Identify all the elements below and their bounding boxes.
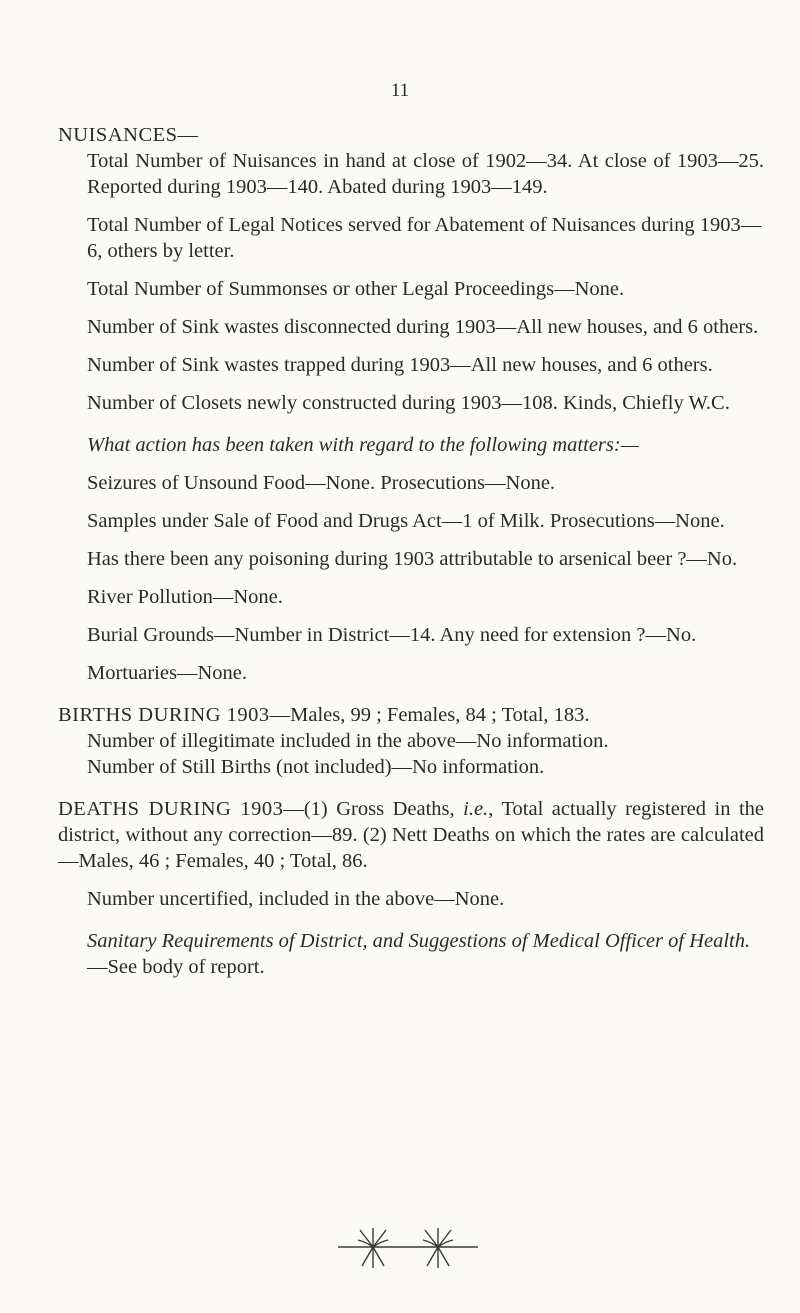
- births-text: —Males, 99 ; Females, 84 ; Total, 183.: [269, 704, 590, 726]
- nuisances-section: [58, 122, 764, 416]
- sanitary-section: [58, 928, 764, 980]
- action-item: Mortuaries—None.: [87, 662, 247, 684]
- births-item: Number of illegitimate included in the above—No information.: [87, 730, 609, 752]
- deaths-paragraph: [58, 796, 764, 874]
- action-item: Seizures of Unsound Food—None. Prosecutions—None.: [87, 472, 556, 494]
- nuisance-item: Number of Sink wastes trapped during 1903—All new houses, and 6 others.: [87, 354, 713, 376]
- action-item: Samples under Sale of Food and Drugs Act—1 of Milk. Prosecutions—None.: [87, 510, 725, 532]
- action-heading: [58, 432, 764, 458]
- sanitary-text: —See body of report.: [87, 956, 265, 978]
- page-number: 11: [390, 80, 410, 101]
- deaths-section: [58, 796, 764, 912]
- action-item: Has there been any poisoning during 1903 attributable to arsenical beer ?—No.: [87, 548, 738, 570]
- nuisance-item: Total Number of Legal Notices served for Abatement of Nuisances during 1903—6, others by letter.: [87, 214, 762, 262]
- nuisance-item: Total Number of Summonses or other Legal Proceedings—None.: [87, 278, 625, 300]
- nuisance-item: Total Number of Nuisances in hand at close of 1902—34. At close of 1903—25. Reported during 1903—140. Abated during 1903—149.: [87, 150, 764, 198]
- action-section: [58, 432, 764, 686]
- sanitary-heading: Sanitary Requirements of District, and Suggestions of Medical Officer of Health.: [87, 930, 751, 952]
- births-item: Number of Still Births (not included)—No information.: [87, 756, 545, 778]
- deaths-heading: DEATHS DURING 1903: [58, 798, 284, 820]
- document-body: [58, 122, 764, 980]
- double-fleuron-ornament-icon: [338, 1220, 478, 1274]
- action-item: River Pollution—None.: [87, 586, 283, 608]
- deaths-text-a: —(1) Gross Deaths,: [283, 798, 464, 820]
- action-item: Burial Grounds—Number in District—14. Any need for extension ?—No.: [87, 624, 697, 646]
- deaths-ie: i.e.: [463, 798, 489, 820]
- deaths-text-b: , Total actually registered in the district, without any correction—89. (2) Nett Deaths on which the rates are calculated—Males, 46 ; Females, 40 ; Total, 86.: [58, 798, 764, 872]
- nuisance-item: Number of Sink wastes disconnected during 1903—All new houses, and 6 others.: [87, 316, 759, 338]
- nuisance-item: Number of Closets newly constructed during 1903—108. Kinds, Chiefly W.C.: [87, 392, 730, 414]
- births-section: [58, 702, 764, 780]
- deaths-item: Number uncertified, included in the above—None.: [87, 888, 505, 910]
- sanitary-paragraph: [58, 928, 764, 980]
- nuisances-heading: NUISANCES—: [58, 124, 199, 146]
- births-heading: BIRTHS DURING 1903: [58, 704, 270, 726]
- action-heading-text: What action has been taken with regard to the following matters:—: [87, 434, 639, 456]
- births-paragraph: [58, 702, 764, 728]
